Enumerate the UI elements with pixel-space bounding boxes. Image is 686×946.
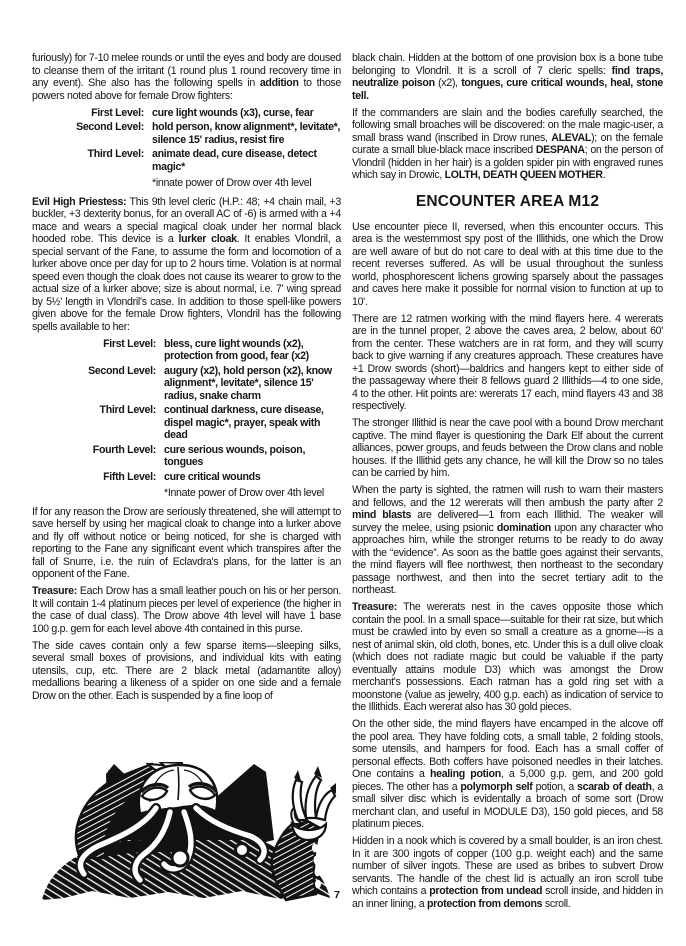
section-heading-m12: ENCOUNTER AREA M12: [415, 192, 600, 210]
spell-level-label: First Level:: [91, 106, 144, 119]
right-column: [352, 52, 663, 915]
paragraph-broaches: If the commanders are slain and the bodies carefully searched, the following small broaches will be discovered: on the male magic-user, a small brass wand (inscribed in Drow runes, ALEVAL); on the female curate a small blue-black mace inscribed DESPANA; on the person of Vlondril (hidden in her hair) is a golden spider pin with engraved runes which say in Drowic, LOLTH, DEATH QUEEN MOTHER.: [352, 106, 663, 181]
spell-list-female-fighters: [32, 107, 341, 190]
paragraph-drow-threatened: If for any reason the Drow are seriously threatened, she will attempt to save herself by using her magical cloak to change into a lurker above and fly off without notice or being noticed, for she is charged with reporting to the Fane any significant event which transpires after the fall of Snurre, i.e. the ruin of Eclavdra's plans, for the latter is an opponent of the Fane.: [32, 505, 341, 580]
mind-flayer-drawing: [28, 762, 343, 905]
spell-names: bless, cure light wounds (x2), protection from good, fear (x2): [164, 337, 309, 362]
spell-names: cure light wounds (x3), curse, fear: [152, 106, 314, 119]
paragraph-hidden-nook: Hidden in a nook which is covered by a small boulder, is an iron chest. In it are 300 ingots of copper (100 g.p. weight each) and the same number of silver ingots. These are used as bribes to subvert Drow servants. The handle of the chest lid is actually an iron scroll tube which contains a protection from undead scroll inside, and hidden in an inner lining, a protection from demons scroll.: [352, 835, 663, 910]
mind-flayer-illustration: [28, 762, 343, 905]
spell-names: continual darkness, cure disease, dispel magic*, prayer, speak with dead: [164, 404, 324, 441]
spell-list-vlondril: [32, 338, 341, 500]
spell-names: augury (x2), hold person (x2), know alignment*, levitate*, silence 15' radius, snake charm: [164, 364, 332, 402]
spell-level-label: Third Level:: [87, 148, 144, 160]
paragraph-irritant-continuation: furiously) for 7-10 melee rounds or until the eyes and body are doused to cleanse them of the irritant (1 round plus 1 round recovery time in any event). She also has the following spells in addition to those powers noted above for female Drow fighters:: [32, 52, 342, 102]
spell-level-label: Second Level:: [88, 364, 156, 377]
paragraph-ratmen: There are 12 ratmen working with the mind flayers here. 4 wererats are in the tunnel proper, 2 above the caves area, 2 below, about 60' from the center. These watchers are in rat form, and they will scurry back to give warning if any creatures approach. These creatures have +1 Drow swords (short)—baldrics and hangers kept to either side of the passageway where their 8 fellows guard 2 Illithids—4 to one side, 4 to the other. Hit points are: wererats 17 each, mind flayers 43 and 38 respectively.: [352, 312, 663, 412]
spell-level-label: Fourth Level:: [92, 443, 156, 456]
paragraph-party-sighted: When the party is sighted, the ratmen will rush to warn their masters and fellows, and the 12 wererats will then ambush the party after 2 mind blasts are delivered—1 from each Illithid. The weaker will survey the melee, using psionic domination upon any character who approaches him, while the stronger returns to be ready to do away with the “evidence”. As soon as the battle goes against their servants, the mind flayers will flee northwest, then northeast to the secondary passage northwest, and then into the secret tertiary adit to the northeast.: [352, 484, 663, 596]
paragraph-side-caves: The side caves contain only a few sparse items—sleeping silks, several small boxes of provisions, and individual kits with eating utensils, cup, etc. There are 2 black metal (adamantite alloy) medallions bearing a likeness of a spider on one side and a female Drow on the other. Each is suspended by a fine loop of: [32, 639, 341, 702]
spell-level-label: Second Level:: [76, 121, 144, 133]
spell-row: [32, 444, 341, 469]
spell-footnote: *Innate power of Drow over 4th level: [164, 487, 324, 499]
paragraph-other-side: On the other side, the mind flayers have encamped in the alcove off the pool area. They have folding cots, a small table, 2 folding stools, some utensils, and hampers for food. Each has a small coffer of personal effects. Both coffers have poisoned needles in their latches. One contains a healing potion, a 5,000 g.p. gem, and 200 gold pieces. The other has a polymorph self potion, a scarab of death, a small silver disc which is evidentally a broach of some sort (Drow merchant clan, and useful in MODULE D3), 150 gold pieces, and 58 platinum pieces.: [352, 718, 664, 830]
spell-level-label: Third Level:: [99, 404, 156, 416]
spell-row: [32, 404, 341, 442]
spell-names: hold person, know alignment*, levitate*, silence 15' radius, resist fire: [152, 121, 341, 146]
paragraph-treasure-wererats: Treasure: The wererats nest in the caves opposite those which contain the pool. In a small space—suitable for their rat size, but which must be crawled into by even so small a creature as a gnome—is a nest of animal skin, old cloth, bones, etc. Under this is a dull olive cloak (which does not radiate magic but could be valuable if the party eventually attains module D3) which was amongst the Drow merchant's possessions. Each ratman has a gold ring set with a moonstone (value as jewelry, 400 g.p. each) as indication of service to the Illithids. Each wererat also has 30 gold pieces.: [352, 601, 663, 713]
page-number: 7: [334, 889, 340, 901]
spell-footnote: *innate power of Drow over 4th level: [152, 177, 312, 189]
spell-row: [32, 471, 341, 484]
paragraph-treasure-drow: Treasure: Each Drow has a small leather pouch on his or her person. It will contain 1-4 platinum pieces per level of experience (the higher in the case of dual class). The Drow above 4th level will have 1 base 100 g.p. gem for each level above 4th contained in this purse.: [32, 585, 341, 635]
spell-names: cure critical wounds: [164, 470, 261, 483]
spell-row: [32, 365, 341, 403]
paragraph-m12-intro: Use encounter piece II, reversed, when this encounter occurs. This area is the westernmost spy post of the Illithids, one which the Drow are well aware of but do not care to deal with at this time due to the recent reverses suffered. As will be usual throughout the sunless world, phosphorescent lichens growing sparsely about the passages and caves here make it possible for normal vision to function at up to 10'.: [352, 220, 663, 308]
spell-level-label: Fifth Level:: [103, 470, 156, 483]
paragraph-stronger-illithid: The stronger Illithid is near the cave pool with a bound Drow merchant captive. The mind flayer is questioning the Dark Elf about the current alliances, power groups, and feuds between the Drow clans and noble houses. If the Illithid gets any chance, he will kill the Drow so no tales can be carried by him.: [352, 417, 663, 479]
paragraph-black-chain: black chain. Hidden at the bottom of one provision box is a bone tube belonging to Vlondril. It is a scroll of 7 cleric spells: find traps, neutralize poison (x2), tongues, cure critical wounds, heal, stone tell.: [352, 52, 663, 102]
left-column: [32, 52, 341, 707]
spell-row: [32, 338, 341, 363]
spell-row: [32, 121, 341, 146]
spell-row: [32, 107, 341, 120]
spell-names: cure serious wounds, poison, tongues: [164, 443, 306, 468]
spell-level-label: First Level:: [103, 337, 156, 350]
paragraph-evil-high-priestess: Evil High Priestess: This 9th level cleric (H.P.: 48; +4 chain mail, +3 buckler, +3 dexterity bonus, for an overall AC of -6) is armed with a +4 mace and wears a special magical cloak under her normal black hooded robe. This device is a lurker cloak. It enables Vlondril, a special servant of the Fane, to assume the form and locomotion of a lurker above once per day for up to 2 hours time. Volation is at normal speed even though the cloak does not cause its wearer to grow to the actual size of a lurker above; size is about normal, i.e. 7' wing spread by 5½' length in Vlondril's case. In addition to those spell-like powers given above for the female Drow fighters, Vlondril has the following spells available to her:: [32, 195, 341, 333]
spell-names: animate dead, cure disease, detect magic*: [152, 148, 317, 173]
spell-row: [32, 148, 341, 173]
